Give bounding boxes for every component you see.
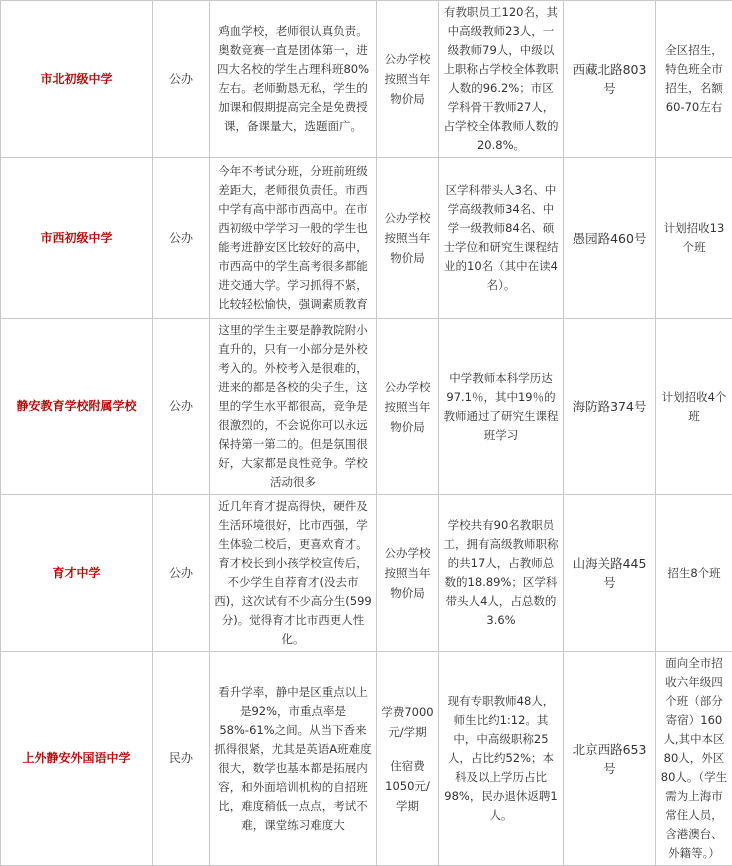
table-row (1, 158, 732, 319)
school-teachers: 现有专职教师48人，师生比约1:12。其中，中高级职称25人，占比约52%；本科及以上学历占比98%，民办退休返聘1人。 (439, 652, 564, 866)
school-enrollment: 全区招生，特色班全市招生，名额60-70左右 (656, 1, 732, 158)
school-enrollment: 计划招收4个班 (656, 319, 732, 495)
school-name: 育才中学 (1, 495, 153, 652)
school-address: 西藏北路803号 (564, 1, 656, 158)
school-name: 静安教育学校附属学校 (1, 319, 153, 495)
school-name: 市北初级中学 (1, 1, 153, 158)
school-type: 公办 (153, 1, 210, 158)
school-enrollment: 计划招收13个班 (656, 158, 732, 319)
school-teachers: 学校共有90名教职员工，拥有高级教师职称的共17人，占教师总数的18.89%；区学科带头人4人，占总数的3.6% (439, 495, 564, 652)
school-teachers: 中学教师本科学历达97.1％，其中19％的教师通过了研究生课程班学习 (439, 319, 564, 495)
school-address: 山海关路445号 (564, 495, 656, 652)
table-row (1, 319, 732, 495)
school-name: 上外静安外国语中学 (1, 652, 153, 866)
school-fee: 公办学校按照当年物价局 (377, 158, 439, 319)
school-name: 市西初级中学 (1, 158, 153, 319)
school-fee (377, 652, 439, 866)
school-description: 这里的学生主要是静教院附小直升的，只有一小部分是外校考入的。外校考入是很难的，进来的都是各校的尖子生，这里的学生水平都很高，竞争是很激烈的，不会说你可以永远保持第一第二的。但是氛围很好，大家都是良性竞争。学校活动很多 (210, 319, 377, 495)
school-fee: 公办学校按照当年物价局 (377, 319, 439, 495)
school-description: 看升学率，静中是区重点以上是92%，市重点率是58%-61%之间。从当下香来抓得很紧，尤其是英语A班难度很大，数学也基本都是拓展内容，和外面培训机构的自招班比，难度稍低一点点，考试不难，课堂练习难度大 (210, 652, 377, 866)
school-type: 公办 (153, 319, 210, 495)
tuition-fee: 学费7000元/学期 (381, 705, 433, 739)
school-type: 民办 (153, 652, 210, 866)
school-description: 今年不考试分班，分班前班级差距大，老师很负责任。市西中学有高中部市西高中。在市西初级中学学习一般的学生也能考进静安区比较好的高中，市西高中的学生高考很多都能进交通大学。学习抓得不紧，比较轻松愉快，强调素质教育 (210, 158, 377, 319)
school-type: 公办 (153, 158, 210, 319)
school-teachers: 有教职员工120名，其中高级教师23人，一级教师79人，中级以上职称占学校全体教职人数的96.2%；市区学科骨干教师27人，占学校全体教师人数的20.8%。 (439, 1, 564, 158)
boarding-fee: 住宿费1050元/学期 (385, 759, 430, 813)
school-description: 近几年育才提高得快，硬件及生活环境很好，比市西强，学生体验二校后，更喜欢育才。育才校长到小孩学校宣传后，不少学生自荐育才(没去市西)，这次试有不少高分生(599分)。觉得育才比市西更人性化。 (210, 495, 377, 652)
school-teachers: 区学科带头人3名、中学高级教师34名、中学一级教师84名、硕士学位和研究生课程结业的10名（其中在读4名）。 (439, 158, 564, 319)
school-fee: 公办学校按照当年物价局 (377, 1, 439, 158)
school-address: 愚园路460号 (564, 158, 656, 319)
school-type: 公办 (153, 495, 210, 652)
school-description: 鸡血学校，老师很认真负责。奥数竞赛一直是团体第一，进四大名校的学生占理科班80%左右。老师勤恳无私，学生的加课和假期提高完全是免费授课，备课量大，选题面广。 (210, 1, 377, 158)
school-address: 北京西路653号 (564, 652, 656, 866)
school-address: 海防路374号 (564, 319, 656, 495)
table-row (1, 652, 732, 866)
school-enrollment: 面向全市招收六年级四个班（部分寄宿）160人,其中本区80人，外区80人。（学生需为上海市常住人员，含港澳台、外籍等。） (656, 652, 732, 866)
school-fee: 公办学校按照当年物价局 (377, 495, 439, 652)
school-enrollment: 招生8个班 (656, 495, 732, 652)
table-row (1, 1, 732, 158)
table-row (1, 495, 732, 652)
